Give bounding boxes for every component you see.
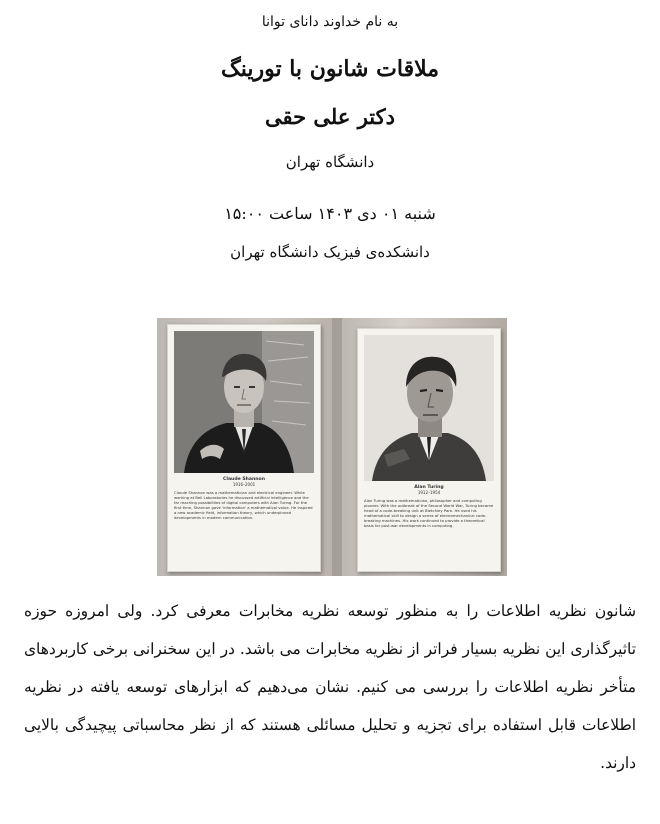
talk-title: ملاقات شانون با تورینگ — [221, 56, 439, 82]
shannon-years: 1916–2001 — [232, 482, 256, 487]
turing-portrait-image — [364, 335, 494, 481]
wall-seam — [332, 318, 342, 576]
turing-caption — [364, 485, 494, 528]
shannon-bio: Claude Shannon was a mathematician and electrical engineer. While working at Bell Laboratories he discussed artificial intelligence and the far reaching possibilities of digital computers with Alan Turing. For the first time, Shannon gave 'information' a mathematical value. He inspired a new academic field, information theory, which underpinned developments in modern communication. — [174, 490, 313, 520]
shannon-portrait-image — [174, 331, 314, 473]
shannon-caption — [174, 477, 314, 520]
speaker-name: دکتر علی حقی — [265, 104, 395, 129]
talk-abstract: شانون نظریه اطلاعات را به منظور توسعه نظریه مخابرات معرفی کرد. ولی امروزه حوزه تاثیرگذاری این نظریه بسیار فراتر از نظریه مخابرات می باشد. در این سخنرانی برخی کاربردهای متأخر نظریه اطلاعات را بررسی می کنیم. نشان می‌دهیم که ابزارهای توسعه یافته در نظریه اطلاعات قابل استفاده برای تجزیه و تحلیل مسائلی هستند که از نظر محاسباتی پیچیدگی بالایی دارند. — [24, 602, 636, 772]
speaker-affiliation: دانشگاه تهران — [285, 153, 375, 171]
turing-name: Alan Turing — [414, 485, 444, 490]
shannon-name: Claude Shannon — [223, 477, 265, 482]
talk-datetime: شنبه ۰۱ دی ۱۴۰۳ ساعت ۱۵:۰۰ — [224, 204, 436, 223]
turing-years: 1912–1954 — [417, 490, 441, 495]
shannon-panel — [167, 324, 321, 572]
turing-panel — [357, 328, 501, 572]
turing-bio: Alan Turing was a mathematician, philosopher and computing pioneer. With the outbreak of the Second World War, Turing became head of a code-breaking unit at Bletchley Park. He used his mathematical skill to design a series of electromechanical code-breaking machines. His work continued to provide a theoretical basis for post-war developments in computing. — [364, 498, 494, 528]
museum-photo — [157, 318, 507, 576]
invocation-line: به نام خداوند دانای توانا — [261, 14, 399, 30]
talk-venue: دانشکده‌ی فیزیک دانشگاه تهران — [230, 243, 430, 261]
